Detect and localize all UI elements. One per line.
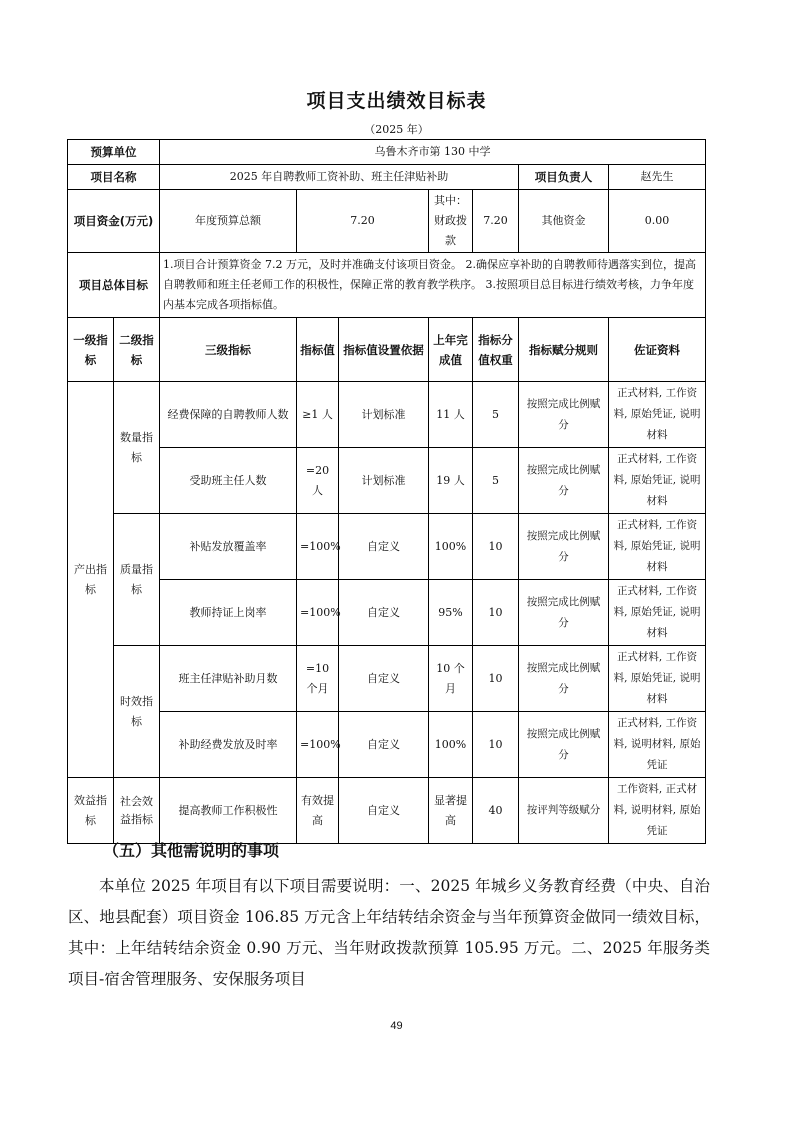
indicator-basis: 自定义 (339, 514, 429, 580)
indicator-basis: 计划标准 (339, 448, 429, 514)
table-row (68, 580, 706, 646)
indicator-value: =10 个月 (297, 646, 339, 712)
indicator-rule: 按照完成比例赋分 (519, 646, 609, 712)
level1-benefit: 效益指标 (68, 778, 114, 844)
header-prev: 上年完成值 (429, 318, 473, 382)
goal-label: 项目总体目标 (68, 253, 160, 318)
fiscal-value: 7.20 (473, 190, 519, 253)
indicator-value: =100% (297, 514, 339, 580)
indicator-prev: 100% (429, 712, 473, 778)
other-label: 其他资金 (519, 190, 609, 253)
indicator-prev: 19 人 (429, 448, 473, 514)
body-paragraph: 本单位 2025 年项目有以下项目需要说明：一、2025 年城乡义务教育经费（中央、自治区、地县配套）项目资金 106.85 万元含上年结转结余资金与当年预算资金做同一绩效目标，其中：上年结转结余资金 0.90 万元、当年财政拨款预算 105.95 万元。二、2025 年服务类项目-宿舍管理服务、安保服务项目 (68, 877, 710, 988)
header-weight: 指标分值权重 (473, 318, 519, 382)
level2-social-benefit: 社会效益指标 (114, 778, 160, 844)
fund-label: 项目资金(万元) (68, 190, 160, 253)
indicator-value: 有效提高 (297, 778, 339, 844)
annual-total-label: 年度预算总额 (160, 190, 297, 253)
header-value: 指标值 (297, 318, 339, 382)
section-title: （五）其他需说明的事项 (103, 841, 280, 860)
level2-timeliness: 时效指标 (114, 646, 160, 778)
indicator-value: =20 人 (297, 448, 339, 514)
header-rule: 指标赋分规则 (519, 318, 609, 382)
indicator-name: 补贴发放覆盖率 (160, 514, 297, 580)
header-basis: 指标值设置依据 (339, 318, 429, 382)
fiscal-label: 其中：财政拨款 (429, 190, 473, 253)
indicator-value: ≥1 人 (297, 382, 339, 448)
level2-quantity: 数量指标 (114, 382, 160, 514)
unit-value: 乌鲁木齐市第 130 中学 (160, 140, 706, 165)
indicator-name: 补助经费发放及时率 (160, 712, 297, 778)
indicator-name: 班主任津贴补助月数 (160, 646, 297, 712)
other-value: 0.00 (609, 190, 706, 253)
indicator-weight: 10 (473, 646, 519, 712)
indicator-prev: 100% (429, 514, 473, 580)
unit-label: 预算单位 (68, 140, 160, 165)
indicator-weight: 5 (473, 448, 519, 514)
indicator-evidence: 正式材料, 工作资料, 原始凭证, 说明材料 (609, 382, 706, 448)
table-row (68, 382, 706, 448)
indicator-evidence: 正式材料, 工作资料, 说明材料, 原始凭证 (609, 712, 706, 778)
name-label: 项目名称 (68, 165, 160, 190)
performance-table (67, 139, 706, 844)
indicator-basis: 计划标准 (339, 382, 429, 448)
indicator-weight: 10 (473, 580, 519, 646)
goal-text: 1.项目合计预算资金 7.2 万元，及时并准确支付该项目资金。 2.确保应享补助的自聘教师待遇落实到位，提高自聘教师和班主任老师工作的积极性，保障正常的教育教学秩序。 3.按照项目总目标进行绩效考核，力争年度内基本完成各项指标值。 (160, 253, 706, 318)
indicator-evidence: 工作资料, 正式材料, 说明材料, 原始凭证 (609, 778, 706, 844)
indicator-rule: 按照完成比例赋分 (519, 580, 609, 646)
indicator-name: 经费保障的自聘教师人数 (160, 382, 297, 448)
header-evidence: 佐证资料 (609, 318, 706, 382)
indicator-evidence: 正式材料, 工作资料, 原始凭证, 说明材料 (609, 448, 706, 514)
header-level3: 三级指标 (160, 318, 297, 382)
indicator-name: 受助班主任人数 (160, 448, 297, 514)
indicator-evidence: 正式材料, 工作资料, 原始凭证, 说明材料 (609, 580, 706, 646)
level2-quality: 质量指标 (114, 514, 160, 646)
indicator-weight: 10 (473, 712, 519, 778)
indicator-weight: 40 (473, 778, 519, 844)
indicator-basis: 自定义 (339, 580, 429, 646)
table-row (68, 514, 706, 580)
indicator-prev: 95% (429, 580, 473, 646)
indicator-basis: 自定义 (339, 712, 429, 778)
indicator-basis: 自定义 (339, 778, 429, 844)
indicator-weight: 10 (473, 514, 519, 580)
table-row (68, 646, 706, 712)
indicator-weight: 5 (473, 382, 519, 448)
indicator-prev: 10 个月 (429, 646, 473, 712)
indicator-prev: 11 人 (429, 382, 473, 448)
indicator-rule: 按照完成比例赋分 (519, 448, 609, 514)
indicator-rule: 按照完成比例赋分 (519, 514, 609, 580)
header-level1: 一级指标 (68, 318, 114, 382)
level1-output: 产出指标 (68, 382, 114, 778)
page-number: 49 (390, 1020, 403, 1032)
table-row (68, 712, 706, 778)
indicator-value: =100% (297, 580, 339, 646)
table-row (68, 778, 706, 844)
indicator-evidence: 正式材料, 工作资料, 原始凭证, 说明材料 (609, 646, 706, 712)
indicator-evidence: 正式材料, 工作资料, 原始凭证, 说明材料 (609, 514, 706, 580)
indicator-rule: 按评判等级赋分 (519, 778, 609, 844)
table-row (68, 448, 706, 514)
indicator-name: 教师持证上岗率 (160, 580, 297, 646)
indicator-basis: 自定义 (339, 646, 429, 712)
indicator-name: 提高教师工作积极性 (160, 778, 297, 844)
indicator-value: =100% (297, 712, 339, 778)
leader-value: 赵先生 (609, 165, 706, 190)
page-title: 项目支出绩效目标表 (306, 90, 487, 112)
leader-label: 项目负责人 (519, 165, 609, 190)
indicator-prev: 显著提高 (429, 778, 473, 844)
year-label: （2025 年） (364, 123, 429, 136)
indicator-rule: 按照完成比例赋分 (519, 382, 609, 448)
indicator-rule: 按照完成比例赋分 (519, 712, 609, 778)
header-level2: 二级指标 (114, 318, 160, 382)
annual-total-value: 7.20 (297, 190, 429, 253)
name-value: 2025 年自聘教师工资补助、班主任津贴补助 (160, 165, 519, 190)
